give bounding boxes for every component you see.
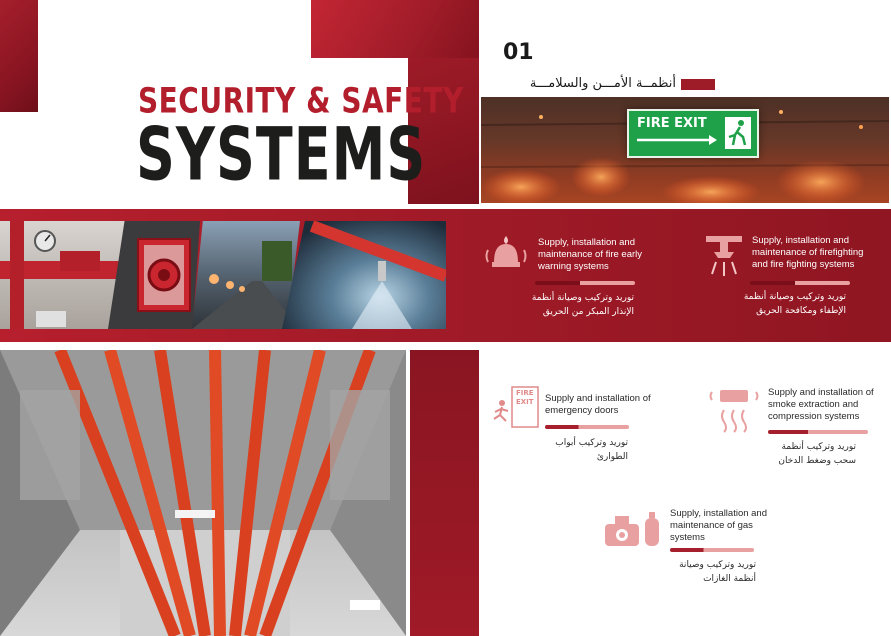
- running-man-icon: [725, 117, 751, 149]
- bottom-red-block: [410, 350, 479, 636]
- fire-exit-sign: [627, 109, 759, 158]
- section-title-arabic: أنظمــة الأمـــن والسلامـــة: [529, 76, 676, 91]
- sprinkler-illustration: [282, 221, 446, 329]
- service-2-bar: [750, 281, 850, 285]
- photo-ceiling-pipes: [0, 350, 406, 636]
- service-1-title: Supply, installation and maintenance of fire early warning systems: [538, 237, 643, 272]
- service-2-arabic: توريد وتركيب وصيانة أنظمة الإطفاء ومكافحة الحريق: [743, 292, 846, 316]
- fire-exit-sign-text: FIRE EXIT: [637, 116, 707, 131]
- service-3-title: Supply and installation of emergency doors: [545, 393, 651, 416]
- service-1-arabic: توريد وتركيب وصيانة أنظمة الإنذار المبكر من الحريق: [531, 293, 634, 317]
- photo-pipes-gauge: [0, 221, 125, 329]
- arrow-right-icon: [637, 135, 717, 145]
- service-4-arabic: توريد وتركيب أنظمة سحب وضغط الدخان: [778, 442, 856, 466]
- smoke-detector-icon: [708, 386, 760, 434]
- section-title-bar: [681, 79, 715, 90]
- photo-corridor-lights: [192, 221, 300, 329]
- service-5-arabic: توريد وتركيب وصيانة أنظمة الغازات: [679, 560, 756, 584]
- alarm-bell-icon: [484, 232, 528, 274]
- corridor-illustration: [192, 221, 300, 329]
- service-1-bar: [535, 281, 635, 285]
- service-4-bar: [768, 430, 868, 434]
- sprinkler-icon: [702, 234, 746, 278]
- svg-text:EXIT: EXIT: [516, 398, 534, 406]
- service-3-arabic: توريد وتركيب أبواب الطوارئ: [555, 438, 628, 462]
- ceiling-pipes-illustration: [0, 350, 406, 636]
- fire-exit-icon-text: FIRE: [516, 389, 534, 397]
- gas-cylinder-icon: [603, 510, 661, 550]
- photo-sprinkler-spray: [282, 221, 446, 329]
- fire-exit-banner-photo: [481, 97, 889, 203]
- section-number: 01: [503, 40, 534, 65]
- service-4-title: Supply and installation of smoke extraction and compression systems: [768, 387, 874, 422]
- top-center-red-block: [311, 0, 479, 58]
- service-5-bar: [670, 548, 754, 552]
- service-3-bar: [545, 425, 629, 429]
- title-line-1: SECURITY & SAFETY: [138, 80, 464, 122]
- top-left-red-block: [0, 0, 38, 112]
- fire-exit-icon: [492, 385, 540, 429]
- service-5-title: Supply, installation and maintenance of gas systems: [670, 508, 767, 543]
- pipes-illustration: [0, 221, 125, 329]
- service-2-title: Supply, installation and maintenance of firefighting and fire fighting systems: [752, 235, 864, 270]
- title-line-2: SYSTEMS: [136, 112, 427, 198]
